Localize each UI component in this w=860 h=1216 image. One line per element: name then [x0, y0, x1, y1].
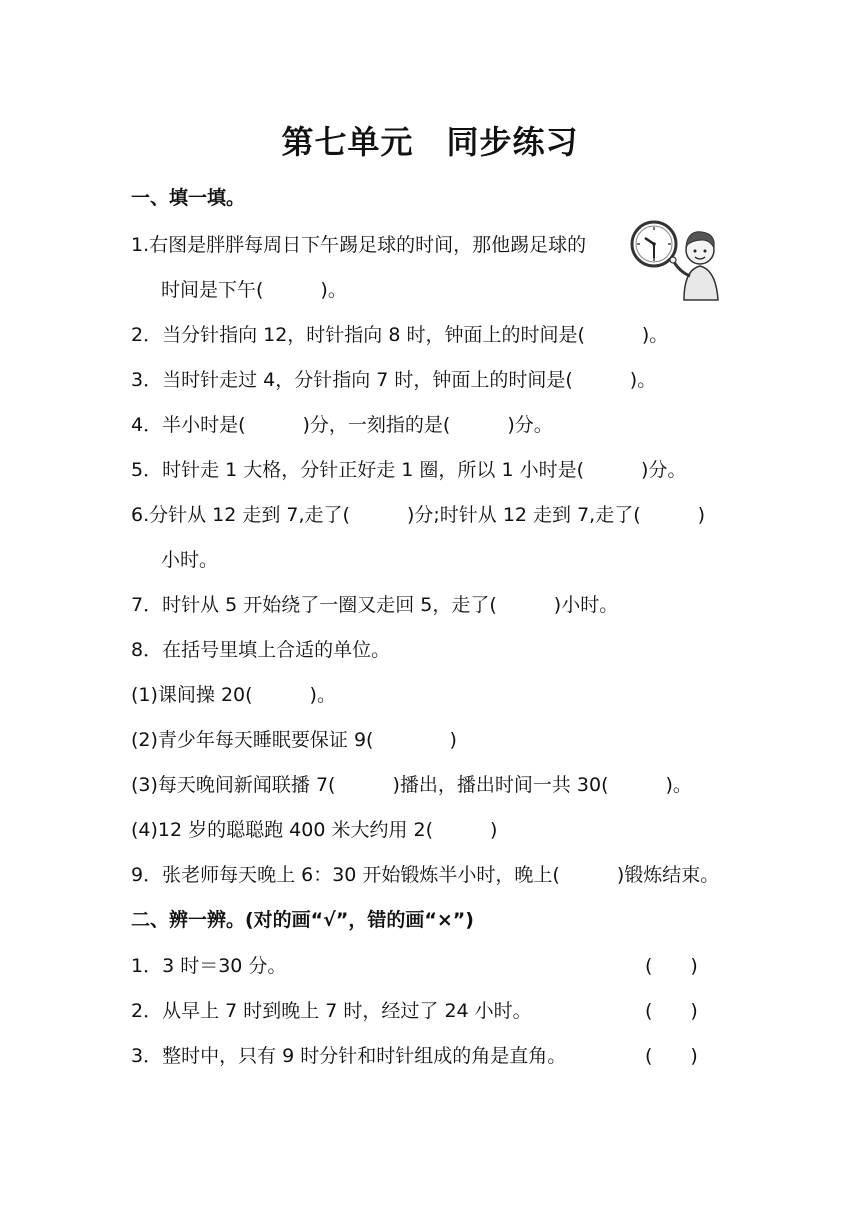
question-6-line-2: 小时。 [161, 549, 219, 571]
page-title: 第七单元 同步练习 [281, 123, 579, 161]
question-6-line-1: 6.分针从 12 走到 7,走了( )分;时针从 12 走到 7,走了( ) [131, 504, 706, 526]
question-9: 9．张老师每天晚上 6：30 开始锻炼半小时，晚上( )锻炼结束。 [131, 864, 720, 886]
question-8: 8．在括号里填上合适的单位。 [131, 639, 391, 661]
question-4: 4．半小时是( )分，一刻指的是( )分。 [131, 414, 553, 436]
question-3: 3．当时针走过 4，分针指向 7 时，钟面上的时间是( )。 [131, 369, 657, 391]
judge-item-1-bracket: ( ) [645, 955, 698, 977]
judge-item-2-bracket: ( ) [645, 1000, 698, 1022]
question-8-4: (4)12 岁的聪聪跑 400 米大约用 2( ) [131, 819, 498, 841]
question-8-2: (2)青少年每天睡眠要保证 9( ) [131, 729, 457, 751]
question-8-3: (3)每天晚间新闻联播 7( )播出，播出时间一共 30( )。 [131, 774, 692, 796]
question-1-line-2: 时间是下午( )。 [161, 279, 347, 301]
question-8-1: (1)课间操 20( )。 [131, 684, 336, 706]
judge-item-3: 3．整时中，只有 9 时分针和时针组成的角是直角。 [131, 1045, 567, 1067]
boy-pointing-at-clock-icon [630, 216, 722, 302]
section-1-heading: 一、填一填。 [131, 187, 246, 209]
question-5: 5．时针走 1 大格，分针正好走 1 圈，所以 1 小时是( )分。 [131, 459, 687, 481]
question-1-line-1: 1.右图是胖胖每周日下午踢足球的时间，那他踢足球的 [131, 234, 587, 256]
judge-item-3-bracket: ( ) [645, 1045, 698, 1067]
question-7: 7．时针从 5 开始绕了一圈又走回 5，走了( )小时。 [131, 594, 619, 616]
judge-item-2: 2．从早上 7 时到晚上 7 时，经过了 24 小时。 [131, 1000, 532, 1022]
question-2: 2．当分针指向 12，时针指向 8 时，钟面上的时间是( )。 [131, 324, 669, 346]
judge-item-1: 1．3 时＝30 分。 [131, 955, 287, 977]
section-2-heading: 二、辨一辨。(对的画“√”，错的画“×”) [131, 909, 474, 931]
